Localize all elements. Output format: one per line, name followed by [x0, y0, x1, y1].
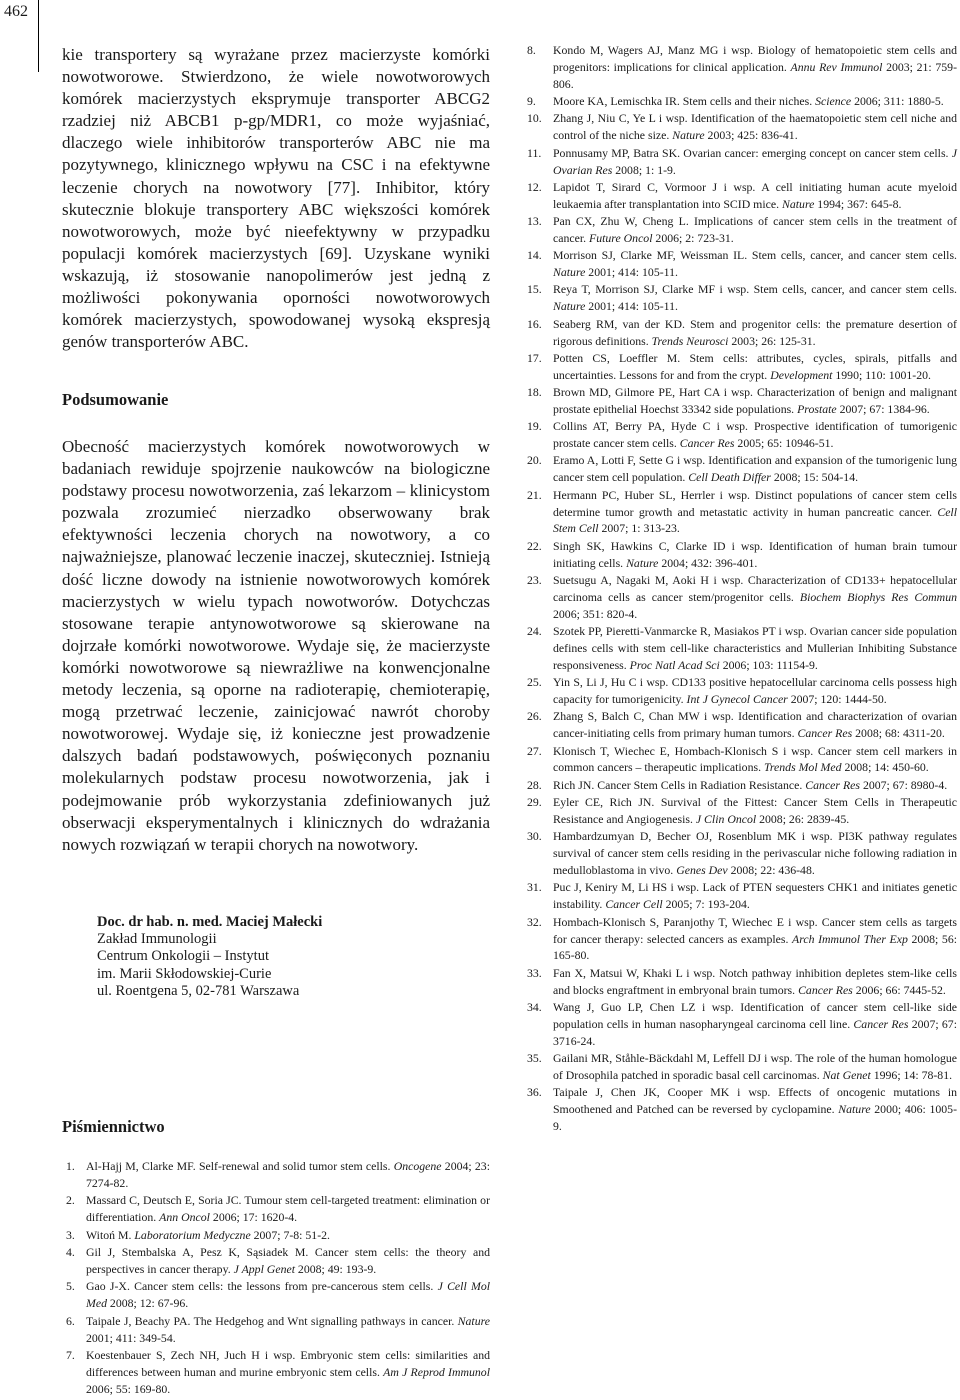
reference-number: 23.: [527, 572, 542, 587]
reference-number: 27.: [527, 743, 542, 758]
reference-text: [86, 1228, 330, 1242]
reference-text: [553, 795, 957, 826]
reference-journal: Genes Dev: [676, 863, 728, 878]
reference-citation: 1994; 367: 645-8.: [814, 196, 902, 211]
reference-number: 12.: [527, 179, 542, 194]
reference-item: [527, 316, 957, 350]
reference-number: 36.: [527, 1085, 542, 1100]
reference-citation: 2005; 7: 193-204.: [662, 897, 750, 912]
reference-item: [527, 213, 957, 247]
reference-number: 4.: [66, 1245, 75, 1260]
reference-item: [527, 179, 957, 213]
reference-journal: Future Oncol: [589, 230, 653, 245]
reference-authors-title: Wang J, Guo LP, Chen LZ i wsp. Identification of cancer stem cell-like side population cells in human nasopharyngeal carcinoma cell line.: [553, 999, 957, 1031]
reference-journal: Cancer Res: [797, 726, 853, 741]
reference-authors-title: Morrison SJ, Clarke MF, Weissman IL. Stem cells, cancer, and cancer stem cells.: [553, 248, 957, 263]
reference-number: 25.: [527, 675, 542, 690]
reference-authors-title: Pan CX, Zhu W, Cheng L. Implications of cancer stem cells in the treatment of cancer.: [553, 214, 957, 245]
reference-citation: 2008; 26: 2839-45.: [756, 811, 850, 826]
reference-number: 3.: [66, 1227, 75, 1242]
reference-authors-title: Gao J-X. Cancer stem cells: the lessons from pre-cancerous stem cells.: [86, 1279, 438, 1294]
reference-journal: Nature: [553, 299, 586, 314]
reference-text: [553, 966, 957, 997]
reference-text: [553, 539, 957, 570]
reference-journal: Annu Rev Immunol: [790, 59, 883, 74]
reference-authors-title: Massard C, Deutsch E, Soria JC. Tumour stem cell-targeted treatment: elimination or differentiation.: [86, 1193, 490, 1225]
reference-number: 8.: [527, 43, 536, 57]
reference-text: [553, 488, 957, 536]
reference-item: [527, 828, 957, 879]
reference-item: [527, 999, 957, 1050]
reference-journal: Science: [815, 94, 852, 109]
paragraph-summary: Obecność macierzystych komórek nowotworowych w badaniach rewiduje spojrzenie naukowców na biologiczne podstawy procesu nowotworzenia, zaś lekarzom – klinicystom pozwala zrozumieć nierzadko obserwowany brak efektywności leczenia chorych na nowotwory, a co najważniejsze, planować leczenie inaczej, skuteczniej. Istnieją dość liczne dowody na istnienie nowotworowych komórek macierzystych w wielu typach nowotworów. Dotychczas stosowane terapie antynowotworowe są skierowane na dojrzałe komórki nowotworowe. Wydaje się, że macierzyste komórki nowotworowe są niewrażliwe na konwencjonalne metody leczenia, są oporne na radioterapię, chemioterapię, mogą przetrwać leczenie, zainicjować nawrót choroby nowotworowej. Wydaje się, iż konieczne jest prowadzenie dalszych badań podstawowych, poświęconych poznaniu molekularnych podstaw procesu nowotworzenia, jak i podejmowanie prób wykorzystania zdefiniowanych już obserwacji eksperymentalnych i klinicznych do wdrażania nowych rozwiązań w terapii chorych na nowotwory.: [62, 437, 490, 854]
reference-authors-title: Koestenbauer S, Zech NH, Juch H i wsp. Embryonic stem cells: similarities and differences between human and murine embryonic stem cells.: [86, 1347, 490, 1379]
reference-citation: 2008; 49: 193-9.: [294, 1261, 377, 1276]
reference-journal: Cancer Res: [798, 982, 853, 997]
reference-text: [553, 709, 957, 740]
reference-item: [527, 384, 957, 418]
reference-text: [553, 453, 957, 484]
reference-item: [527, 452, 957, 486]
reference-item: [527, 281, 957, 315]
reference-journal: J Clin Oncol: [695, 811, 757, 826]
reference-authors-title: Witoń M.: [86, 1227, 135, 1242]
reference-journal: Am J Reprod Immunol: [383, 1364, 490, 1379]
reference-number: 33.: [527, 965, 542, 980]
reference-text: [553, 829, 957, 877]
reference-authors-title: Kondo M, Wagers AJ, Manz MG i wsp. Biology of hematopoietic stem cells and progenitors: implications for clinical application.: [553, 43, 957, 74]
reference-journal: Proc Natl Acad Sci: [629, 657, 720, 672]
reference-number: 10.: [527, 111, 542, 126]
reference-number: 13.: [527, 214, 542, 229]
reference-authors-title: Seaberg RM, van der KD. Stem and progenitor cells: the premature desertion of rigorous definitions.: [553, 316, 957, 348]
reference-citation: 2007; 1: 313-23.: [598, 521, 680, 536]
reference-item: [527, 708, 957, 742]
reference-text: [553, 146, 957, 177]
reference-number: 17.: [527, 350, 542, 365]
reference-authors-title: Taipale J, Chen JK, Cooper MK i wsp. Effects of oncogenic mutations in Smoothened and Patched can be reversed by cyclopamine.: [553, 1085, 957, 1117]
reference-item: [527, 110, 957, 144]
page-number-divider: [38, 0, 39, 72]
reference-item: [527, 674, 957, 708]
reference-journal: Trends Mol Med: [763, 760, 842, 775]
reference-item: [66, 1244, 490, 1278]
reference-text: [553, 1085, 957, 1133]
reference-journal: Cancer Res: [679, 436, 735, 451]
reference-number: 34.: [527, 999, 542, 1014]
reference-citation: 2007; 120: 1444-50.: [787, 692, 887, 707]
reference-item: [527, 623, 957, 674]
reference-authors-title: Eyler CE, Rich JN. Survival of the Fittest: Cancer Stem Cells in Therapeutic Resistance and Angiogenesis.: [553, 795, 957, 826]
reference-citation: 2001; 414: 105-11.: [585, 265, 678, 280]
reference-number: 21.: [527, 487, 542, 502]
reference-journal: Nature: [626, 555, 659, 570]
reference-number: 19.: [527, 419, 542, 434]
reference-authors-title: Potten CS, Loeffler M. Stem cells: attributes, cycles, spirals, pitfalls and uncertainties. Lessons for and from the crypt.: [553, 350, 957, 382]
reference-journal: Ann Oncol: [159, 1210, 210, 1225]
reference-text: [553, 915, 957, 963]
reference-item: [527, 1084, 957, 1135]
reference-citation: 2001; 411: 349-54.: [86, 1330, 176, 1345]
reference-item: [527, 487, 957, 538]
reference-authors-title: Lapidot T, Sirard C, Vormoor J i wsp. A cell initiating human acute myeloid leukaemia after transplantation into SCID mice.: [553, 179, 957, 211]
reference-number: 14.: [527, 248, 542, 263]
author-name: Doc. dr hab. n. med. Maciej Małecki: [97, 914, 323, 930]
reference-journal: J Cell Mol Med: [86, 1279, 490, 1311]
reference-citation: 2006; 311: 1880-5.: [851, 94, 944, 109]
reference-citation: 2004; 432: 396-401.: [658, 555, 758, 570]
reference-number: 2.: [66, 1193, 75, 1208]
reference-authors-title: Collins AT, Berry PA, Hyde C i wsp. Prospective identification of tumorigenic prostate cancer stem cells.: [553, 419, 957, 451]
reference-number: 26.: [527, 709, 542, 724]
reference-journal: Nature: [553, 265, 586, 280]
reference-journal: Cancer Cell: [605, 897, 663, 912]
reference-text: [553, 1051, 957, 1082]
reference-number: 11.: [527, 145, 542, 160]
reference-text: [553, 624, 957, 672]
author-department: Zakład Immunologii: [97, 931, 217, 948]
reference-citation: 2006; 351: 820-4.: [553, 606, 638, 621]
reference-citation: 2008; 14: 450-60.: [841, 760, 929, 775]
reference-number: 24.: [527, 624, 542, 639]
reference-authors-title: Yin S, Li J, Hu C i wsp. CD133 positive hepatocellular carcinoma cells possess high capacity for tumorigenicity.: [553, 675, 957, 707]
reference-citation: 2005; 65: 10946-51.: [734, 436, 834, 451]
reference-number: 31.: [527, 880, 542, 895]
reference-authors-title: Eramo A, Lotti F, Sette G i wsp. Identification and expansion of the tumorigenic lung cancer stem cell population.: [553, 453, 957, 485]
reference-authors-title: Reya T, Morrison SJ, Clarke MF i wsp. Stem cells, cancer, and cancer stem cells.: [553, 282, 957, 297]
reference-journal: Cell Death Differ: [688, 470, 771, 485]
reference-number: 15.: [527, 282, 542, 297]
reference-number: 30.: [527, 829, 542, 844]
reference-item: [527, 418, 957, 452]
reference-journal: Nature: [782, 196, 815, 211]
reference-authors-title: Gil J, Stembalska A, Pesz K, Sąsiadek M. Cancer stem cells: the theory and perspectives in cancer therapy.: [86, 1245, 490, 1276]
reference-journal: Nat Genet: [822, 1067, 871, 1082]
reference-text: [553, 744, 957, 775]
reference-item: [66, 1347, 490, 1398]
reference-authors-title: Moore KA, Lemischka IR. Stem cells and their niches.: [553, 94, 816, 109]
reference-item: [527, 777, 957, 794]
reference-authors-title: Singh SK, Hawkins C, Clarke ID i wsp. Identification of human brain tumour initiating cells.: [553, 538, 957, 570]
reference-text: [553, 419, 957, 450]
reference-text: [553, 675, 957, 706]
reference-citation: 2006; 17: 1620-4.: [209, 1210, 298, 1225]
reference-citation: 2003; 26: 125-31.: [728, 333, 816, 348]
reference-number: 9.: [527, 94, 536, 109]
reference-citation: 2007; 67: 8980-4.: [860, 777, 948, 792]
reference-item: [527, 1050, 957, 1084]
reference-authors-title: Zhang J, Niu C, Ye L i wsp. Identification of the haematopoietic stem cell niche and control of the niche size.: [553, 111, 957, 143]
reference-authors-title: Hambardzumyan D, Becher OJ, Rosenblum MK i wsp. PI3K pathway regulates survival of cancer stem cells residing in the perivascular niche following radiation in medulloblastoma in vivo.: [553, 829, 957, 878]
reference-citation: 2008; 15: 504-14.: [770, 470, 859, 485]
reference-journal: Cancer Res: [853, 1016, 909, 1031]
reference-citation: 2003; 21: 759-806.: [553, 59, 957, 91]
reference-text: [86, 1348, 490, 1396]
reference-number: 16.: [527, 316, 542, 331]
author-institution-name: im. Marii Skłodowskiej-Curie: [97, 965, 272, 982]
reference-text: [86, 1193, 490, 1224]
reference-text: [553, 180, 957, 211]
reference-text: [86, 1245, 490, 1276]
reference-journal: Oncogene: [393, 1159, 442, 1173]
reference-citation: 1996; 14: 78-81.: [870, 1067, 953, 1082]
page-number: 462: [4, 3, 28, 20]
reference-journal: Prostate: [797, 401, 837, 416]
reference-authors-title: Rich JN. Cancer Stem Cells in Radiation Resistance.: [553, 777, 806, 792]
reference-text: [553, 94, 944, 108]
reference-number: 32.: [527, 914, 542, 929]
reference-number: 18.: [527, 385, 542, 400]
reference-text: [553, 111, 957, 142]
reference-journal: Development: [770, 367, 833, 382]
reference-citation: 2006; 66: 7445-52.: [852, 982, 946, 997]
reference-text: [553, 351, 957, 382]
reference-text: [553, 317, 957, 348]
reference-item: [527, 247, 957, 281]
reference-authors-title: Taipale J, Beachy PA. The Hedgehog and Wnt signalling pathways in cancer.: [86, 1313, 458, 1328]
reference-journal: Cancer Res: [805, 777, 860, 792]
reference-authors-title: Hermann PC, Huber SL, Herrler i wsp. Distinct populations of cancer stem cells determine tumor growth and metastatic activity in human pancreatic cancer.: [553, 487, 957, 519]
reference-item: [66, 1278, 490, 1312]
reference-item: [527, 145, 957, 179]
reference-text: [553, 43, 957, 91]
author-affiliation: [97, 914, 397, 1000]
reference-citation: 2008; 12: 67-96.: [106, 1296, 189, 1311]
reference-number: 6.: [66, 1313, 75, 1328]
reference-number: 29.: [527, 795, 542, 810]
reference-citation: 1990; 110: 1001-20.: [832, 367, 931, 382]
reference-text: [86, 1314, 490, 1345]
reference-text: [86, 1159, 490, 1190]
heading-summary: Podsumowanie: [62, 390, 169, 409]
reference-journal: Laboratorium Medyczne: [134, 1227, 251, 1242]
reference-authors-title: Ponnusamy MP, Batra SK. Ovarian cancer: emerging concept on cancer stem cells.: [553, 145, 952, 160]
reference-citation: 2003; 425: 836-41.: [704, 128, 798, 143]
heading-references: Piśmiennictwo: [62, 1117, 165, 1136]
summary-text-column: [62, 436, 490, 856]
reference-item: [527, 794, 957, 828]
reference-item: [527, 743, 957, 777]
reference-text: [86, 1279, 490, 1310]
reference-authors-title: Fan X, Matsui W, Khaki L i wsp. Notch pathway inhibition depletes stem-like cells and blocks engraftment in embryonal brain tumors.: [553, 965, 957, 997]
reference-citation: 2004; 23: 7274-82.: [86, 1159, 490, 1190]
reference-journal: Nature: [457, 1313, 490, 1328]
reference-item: [527, 42, 957, 93]
reference-text: [553, 573, 957, 621]
author-institution: Centrum Onkologii – Instytut: [97, 948, 269, 965]
reference-authors-title: Brown MD, Gilmore PE, Hart CA i wsp. Characterization of benign and malignant prostate epithelial Hoechst 33342 side populations.: [553, 385, 957, 416]
reference-item: [527, 538, 957, 572]
reference-text: [553, 385, 957, 416]
paragraph-intro: kie transportery są wyrażane przez macierzyste komórki nowotworowe. Stwierdzono, że wiele nowotworowych komórek macierzystych eksprymuje transporter ABCG2 rzadziej niż ABCB1 p-gp/MDR1, co może wyjaśniać, dlaczego wiele inhibitorów transporterów ABC nie ma pozytywnego, klinicznego wpływu na CSC i na efektywne leczenie chorych na nowotwory [77]. Inhibitor, który skutecznie blokuje transportery ABC większości komórek nowotworowych, może być nieefektywny w przypadku populacji komórek macierzystych [69]. Uzyskane wyniki wskazują, iż stosowanie nanopolimerów jest jedną z możliwości pokonywania oporności nowotworowych komórek macierzystych, spowodowanej wysoką ekspresją genów transporterów ABC.: [62, 45, 490, 352]
reference-number: 1.: [66, 1159, 75, 1173]
author-address: ul. Roentgena 5, 02-781 Warszawa: [97, 982, 300, 999]
reference-citation: 2006; 2: 723-31.: [652, 230, 734, 245]
reference-item: [527, 879, 957, 913]
reference-authors-title: Klonisch T, Wiechec E, Hombach-Klonisch S i wsp. Cancer stem cell markers in common cancers – therapeutic implications.: [553, 743, 957, 775]
reference-authors-title: Hombach-Klonisch S, Paranjothy T, Wiechec E i wsp. Cancer stem cells as targets for cancer therapy: selected cancers as examples.: [553, 914, 957, 946]
reference-journal: J Ovarian Res: [553, 145, 957, 177]
reference-number: 20.: [527, 453, 542, 468]
reference-authors-title: Zhang S, Balch C, Chan MW i wsp. Identification and characterization of ovarian cancer-initiating cells from primary human tumors.: [553, 709, 957, 741]
reference-journal: Arch Immunol Ther Exp: [792, 931, 908, 946]
reference-number: 7.: [66, 1347, 75, 1362]
reference-item: [527, 572, 957, 623]
reference-citation: 2007; 7-8: 51-2.: [250, 1227, 330, 1242]
reference-number: 5.: [66, 1279, 75, 1294]
reference-citation: 2006; 103: 11154-9.: [719, 657, 818, 672]
reference-list-right: [527, 42, 957, 1135]
reference-journal: Nature: [672, 128, 705, 143]
reference-authors-title: Szotek PP, Pieretti-Vanmarcke R, Masiakos PT i wsp. Ovarian cancer side population defines cells with stem cell-like characteristics and Mullerian Inhibiting Substance responsiveness.: [553, 624, 957, 672]
reference-citation: 2008; 56: 165-80.: [553, 931, 957, 963]
reference-citation: 2008; 1: 1-9.: [612, 162, 676, 177]
reference-authors-title: Suetsugu A, Nagaki M, Aoki H i wsp. Characterization of CD133+ hepatocellular carcinoma cells as cancer stem/progenitor cells.: [553, 572, 957, 604]
reference-number: 35.: [527, 1051, 542, 1066]
reference-item: [527, 350, 957, 384]
reference-text: [553, 778, 947, 792]
reference-journal: Biochem Biophys Res Commun: [799, 589, 957, 604]
reference-authors-title: Al-Hajj M, Clarke MF. Self-renewal and solid tumor stem cells.: [86, 1159, 394, 1173]
reference-item: [527, 965, 957, 999]
reference-item: [66, 1227, 490, 1244]
reference-citation: 2007; 67: 3716-24.: [553, 1016, 957, 1048]
reference-authors-title: Puc J, Keniry M, Li HS i wsp. Lack of PTEN sequesters CHK1 and initiates genetic instability.: [553, 880, 957, 912]
reference-item: [66, 1192, 490, 1226]
reference-text: [553, 214, 957, 245]
reference-number: 28.: [527, 777, 542, 792]
reference-journal: Trends Neurosci: [651, 333, 729, 348]
reference-text: [553, 1000, 957, 1048]
reference-text: [553, 248, 957, 279]
reference-citation: 2008; 68: 4311-20.: [852, 726, 945, 741]
reference-text: [553, 880, 957, 911]
reference-journal: Nature: [838, 1102, 871, 1117]
reference-citation: 2001; 414: 105-11.: [585, 299, 678, 314]
reference-citation: 2000; 406: 1005-9.: [553, 1102, 958, 1134]
reference-text: [553, 282, 957, 313]
reference-journal: Int J Gynecol Cancer: [686, 692, 788, 707]
body-text-column: [62, 44, 490, 353]
reference-item: [66, 1313, 490, 1347]
reference-item: [527, 914, 957, 965]
reference-journal: Cell Stem Cell: [553, 504, 957, 536]
reference-authors-title: Gailani MR, Ståhle-Bäckdahl M, Leffell DJ i wsp. The role of the human homologue of Drosophila patched in sporadic basal cell carcinomas.: [553, 1051, 957, 1082]
reference-citation: 2006; 55: 169-80.: [86, 1381, 171, 1396]
reference-journal: J Appl Genet: [233, 1261, 295, 1276]
reference-number: 22.: [527, 538, 542, 553]
reference-citation: 2007; 67: 1384-96.: [836, 401, 930, 416]
reference-item: [527, 93, 957, 110]
reference-list-left: [66, 1158, 490, 1398]
reference-citation: 2008; 22: 436-48.: [727, 863, 815, 878]
reference-item: [66, 1158, 490, 1192]
